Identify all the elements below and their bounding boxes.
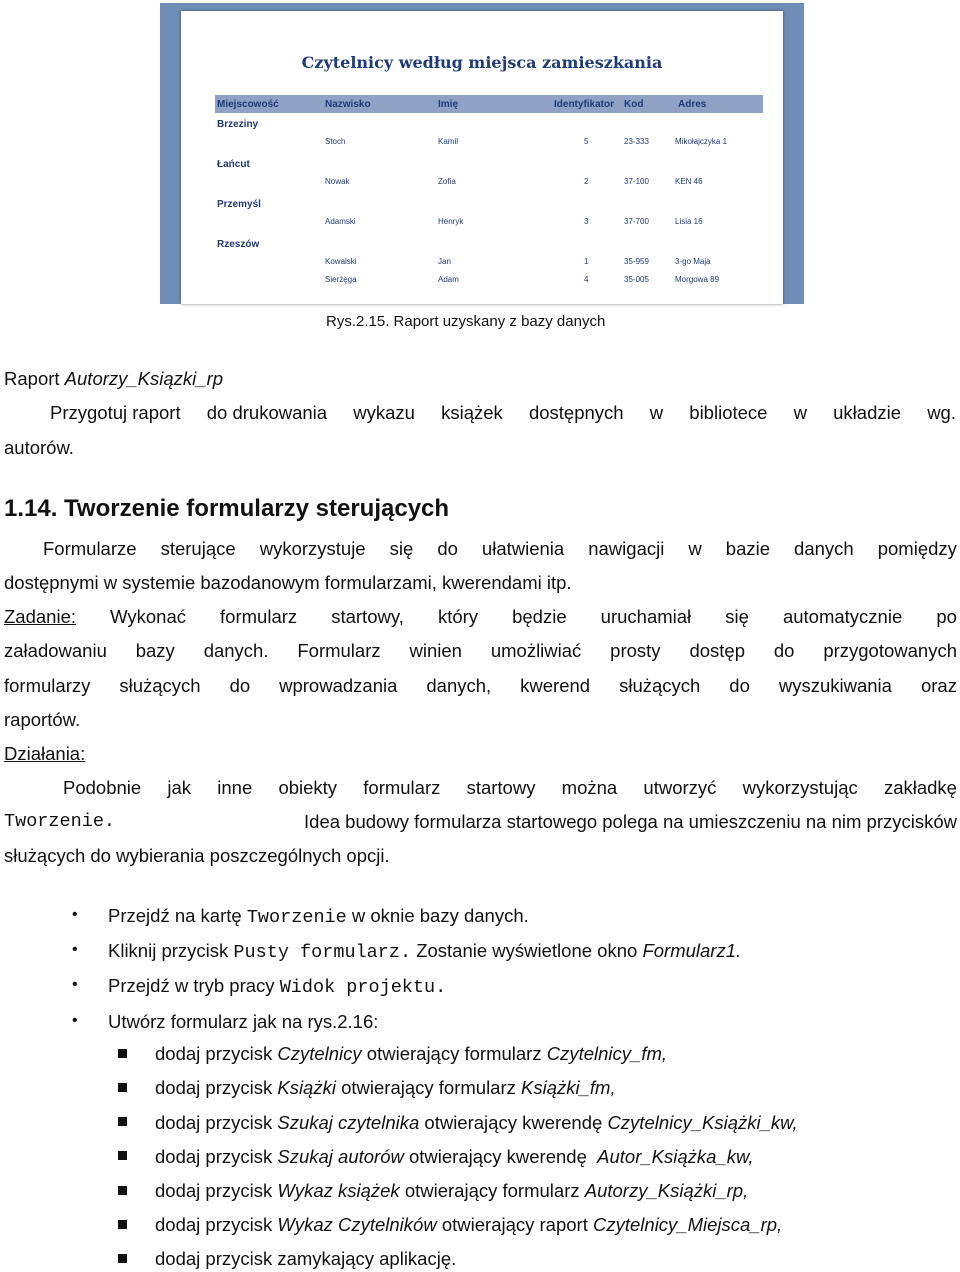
para-line: raportów. xyxy=(4,709,81,730)
column-imie: Imię xyxy=(438,99,459,110)
word: Podobnie xyxy=(63,777,142,798)
para-line: służących do wybierania poszczególnych opcji. xyxy=(4,845,390,866)
square-bullet xyxy=(118,1083,127,1092)
task-line xyxy=(4,605,957,629)
para-line xyxy=(63,776,957,800)
word: Formularze xyxy=(43,538,137,559)
para-line: autorów. xyxy=(4,437,74,458)
report-screenshot xyxy=(160,3,804,304)
word: startowy xyxy=(466,777,536,798)
column-kod: Kod xyxy=(624,99,644,110)
word: w xyxy=(793,402,807,423)
word: pomiędzy xyxy=(877,538,957,559)
report-column-header xyxy=(215,95,763,113)
word: Wykonać xyxy=(110,606,186,627)
word: jak xyxy=(167,777,192,798)
word: wykorzystuje xyxy=(259,538,366,559)
word: służących xyxy=(619,675,701,696)
task-label: Zadanie: xyxy=(4,606,76,627)
word: dostępnych xyxy=(528,402,624,423)
word: formularzy xyxy=(4,675,91,696)
word: automatycznie xyxy=(782,606,903,627)
square-bullet xyxy=(118,1049,127,1058)
word: wykorzystując xyxy=(742,777,858,798)
word: do xyxy=(437,538,458,559)
word: do xyxy=(729,675,750,696)
report-page xyxy=(181,11,783,304)
group-city: Rzeszów xyxy=(217,239,260,250)
word: dostęp xyxy=(689,640,745,661)
word: przygotowanych xyxy=(823,640,957,661)
sub-item: dodaj przycisk zamykający aplikację. xyxy=(155,1248,457,1269)
column-miejscowosc: Miejscowość xyxy=(217,99,279,110)
para-line xyxy=(4,674,957,698)
word: oraz xyxy=(920,675,957,696)
word: do xyxy=(773,640,795,661)
sub-item: dodaj przycisk Wykaz książek otwierający formularz Autorzy_Książki_rp, xyxy=(155,1180,749,1201)
word: się xyxy=(389,538,414,559)
word: Formularz xyxy=(297,640,381,661)
sub-item: dodaj przycisk Czytelnicy otwierający formularz Czytelnicy_fm, xyxy=(155,1043,668,1064)
bullet-item: Przejdź na kartę Tworzenie w oknie bazy danych. xyxy=(108,905,529,928)
word: inne xyxy=(217,777,253,798)
word: książek xyxy=(441,402,503,423)
word: załadowaniu xyxy=(4,640,107,661)
word: który xyxy=(437,606,479,627)
word: ułatwienia xyxy=(481,538,565,559)
word: bazy xyxy=(135,640,175,661)
square-bullet xyxy=(118,1186,127,1195)
word: umożliwiać xyxy=(490,640,582,661)
word: danych. xyxy=(203,640,269,661)
column-nazwisko: Nazwisko xyxy=(325,99,371,110)
word: bazie xyxy=(725,538,771,559)
bullet-dot: • xyxy=(72,1012,78,1029)
word: wg. xyxy=(927,402,956,423)
word: wykazu xyxy=(353,402,415,423)
para-line xyxy=(43,537,957,561)
word: formularz xyxy=(363,777,441,798)
figure-caption: Rys.2.15. Raport uzyskany z bazy danych xyxy=(326,313,606,330)
word: obiekty xyxy=(278,777,338,798)
bullet-dot: • xyxy=(72,976,78,993)
word: do xyxy=(229,675,251,696)
word: nawigacji xyxy=(588,538,665,559)
bullet-dot: • xyxy=(72,906,78,923)
word: po xyxy=(936,606,957,627)
word: można xyxy=(561,777,618,798)
para-line xyxy=(50,401,956,425)
para-line: dostępnymi w systemie bazodanowym formularzami, kwerendami itp. xyxy=(4,572,572,593)
report-row: Adamski Henryk 3 37-700 Lisia 16 xyxy=(325,217,703,226)
tworzenie-code: Tworzenie. xyxy=(4,811,116,832)
group-city: Brzeziny xyxy=(217,119,259,130)
square-bullet xyxy=(118,1151,127,1160)
report-heading: Raport Autorzy_Ksiązki_rp xyxy=(4,368,224,389)
bullet-item: Kliknij przycisk Pusty formularz. Zostanie wyświetlone okno Formularz1. xyxy=(108,940,742,963)
para-line xyxy=(4,639,957,663)
word: utworzyć xyxy=(643,777,717,798)
group-city: Przemyśl xyxy=(217,199,261,210)
bullet-item: Utwórz formularz jak na rys.2.16: xyxy=(108,1011,379,1032)
word: układzie xyxy=(833,402,902,423)
para-line: Tworzenie. Idea budowy formularza startowego polega na umieszczeniu na nim przycisków xyxy=(4,811,957,832)
word: prosty xyxy=(610,640,661,661)
report-row: Sierżęga Adam 4 35-005 Morgowa 89 xyxy=(325,275,720,284)
actions-label: Działania: xyxy=(4,743,86,764)
word: służących xyxy=(119,675,201,696)
word: w xyxy=(688,538,702,559)
sub-item: dodaj przycisk Szukaj autorów otwierający kwerendę Autor_Książka_kw, xyxy=(155,1146,754,1167)
column-identyfikator: Identyfikator xyxy=(554,99,615,110)
bullet-dot: • xyxy=(72,941,78,958)
word: w xyxy=(649,402,664,423)
section-heading: 1.14. Tworzenie formularzy sterujących xyxy=(4,495,450,522)
word: zakładkę xyxy=(883,777,957,798)
square-bullet xyxy=(118,1220,127,1229)
word: się xyxy=(725,606,749,627)
column-adres: Adres xyxy=(678,99,707,110)
report-row: Nowak Zofia 2 37-100 KEN 46 xyxy=(325,177,703,186)
word: uruchamiał xyxy=(600,606,692,627)
word: winien xyxy=(409,640,462,661)
word: wyszukiwania xyxy=(778,675,892,696)
sub-item: dodaj przycisk Szukaj czytelnika otwierający kwerendę Czytelnicy_Książki_kw, xyxy=(155,1112,798,1133)
word: wprowadzania xyxy=(279,675,398,696)
word: danych xyxy=(794,538,854,559)
group-city: Łańcut xyxy=(217,159,250,170)
square-bullet xyxy=(118,1254,127,1263)
bullet-item: Przejdź w tryb pracy Widok projektu. xyxy=(108,975,447,998)
report-row: Kowalski Jan 1 35-959 3-go Maja xyxy=(325,257,711,266)
word: formularz xyxy=(220,606,298,627)
word: startowy, xyxy=(331,606,404,627)
word: będzie xyxy=(512,606,567,627)
report-row: Stoch Kamil 5 23-333 Mikołajczyka 1 xyxy=(325,137,728,146)
sub-item: dodaj przycisk Książki otwierający formularz Książki_fm, xyxy=(155,1077,616,1098)
word: sterujące xyxy=(160,538,236,559)
word: kwerend xyxy=(520,675,591,696)
word: Przygotuj raport xyxy=(50,402,181,423)
word: danych, xyxy=(426,675,492,696)
word: bibliotece xyxy=(689,402,768,423)
square-bullet xyxy=(118,1117,127,1126)
report-title: Czytelnicy według miejsca zamieszkania xyxy=(301,53,663,72)
word: do drukowania xyxy=(206,402,328,423)
sub-item: dodaj przycisk Wykaz Czytelników otwierający raport Czytelnicy_Miejsca_rp, xyxy=(155,1214,783,1235)
